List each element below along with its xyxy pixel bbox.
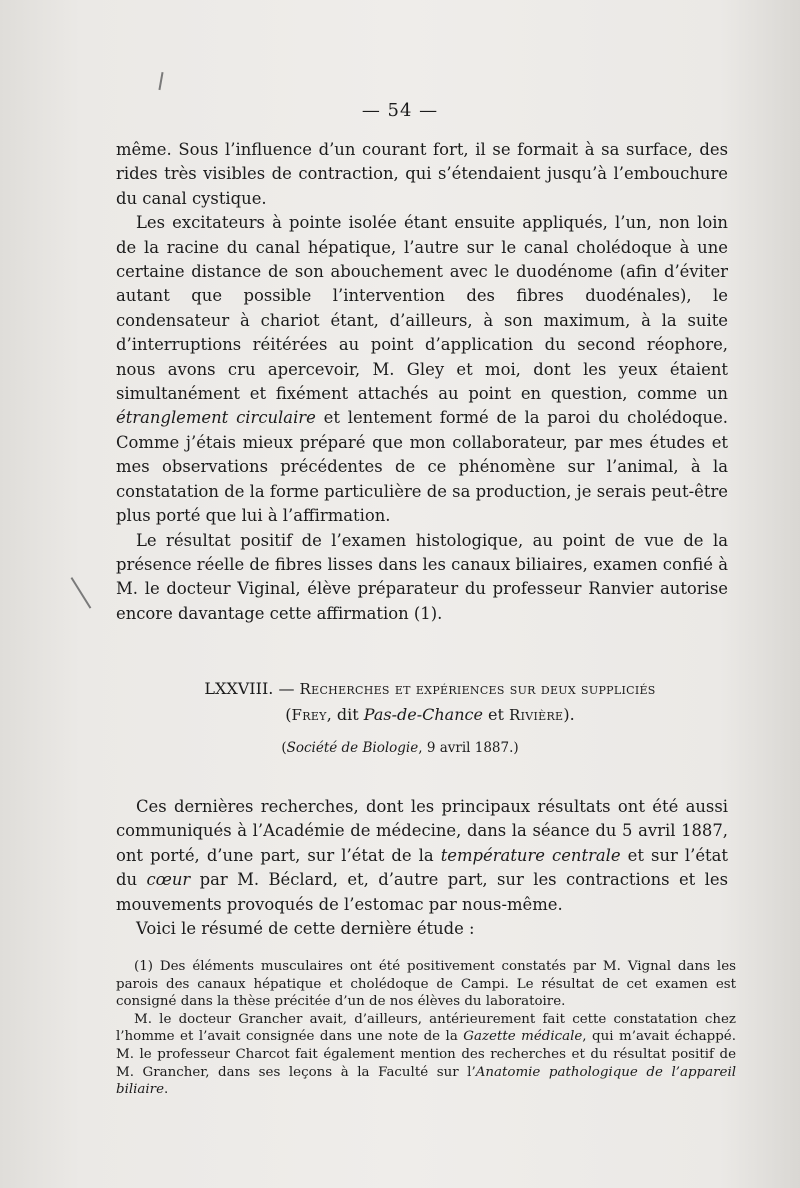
section-title: Recherches et expériences sur deux suppliciés [299, 680, 656, 698]
section-source: (Société de Biologie, 9 avril 1887.) [281, 740, 519, 756]
section-numeral: LXXVIII. — [204, 679, 295, 698]
paragraph: Ces dernières recherches, dont les principaux résultats ont été aussi communiqués à l’Académie de médecine, dans la séance du 5 avril 1887, ont porté, d’une part, sur l’état de la température centrale et sur l’état du cœur par M. Béclard, et, d’autre part, sur les contractions et les mouvements provoqués de l’estomac par nous-même. [116, 797, 728, 914]
main-text-2 [116, 795, 728, 941]
paragraph: même. Sous l’influence d’un courant fort, il se formait à sa surface, des rides très visibles de contraction, qui s’étendaient jusqu’à l’embouchure du canal cystique. [116, 140, 728, 208]
section-heading-line: (Frey, dit Pas-de-Chance et Rivière). [285, 705, 575, 724]
section-heading [140, 676, 720, 728]
page-number: — 54 — [361, 100, 439, 121]
paragraph: Les excitateurs à pointe isolée étant ensuite appliqués, l’un, non loin de la racine du canal hépatique, l’autre sur le canal cholédoque à une certaine distance de son abouchement avec le duodénome (afin d’éviter autant que possible l’intervention des fibres duodénales), le condensateur à chariot étant, d’ailleurs, à son maximum, à la suite d’interruptions réitérées au point d’application du second réophore, nous avons cru apercevoir, M. Gley et moi, dont les yeux étaient simultanément et fixément attachés au point en question, comme un étranglement circulaire et lentement formé de la paroi du cholédoque. Comme j’étais mieux préparé que mon collaborateur, par mes études et mes observations précédentes de ce phénomène sur l’animal, à la constatation de la forme particulière de sa production, je serais peut-être plus porté que lui à l’affirmation. [116, 213, 729, 526]
pencil-mark [71, 577, 91, 608]
footnote: M. le docteur Grancher avait, d’ailleurs, antérieurement fait cette constatation chez l’homme et l’avait consignée dans une note de la Gazette médicale, qui m’avait échappé. M. le professeur Charcot fait également mention des recherches et du résultat positif de M. Grancher, dans ses leçons à la Faculté sur l’Anatomie pathologique de l’appareil biliaire. [116, 1011, 737, 1098]
main-text [116, 138, 728, 626]
section-heading-line [140, 676, 720, 702]
pencil-mark [158, 72, 163, 90]
footnote: (1) Des éléments musculaires ont été positivement constatés par M. Vignal dans les parois des canaux hépatique et cholédoque de Campi. Le résultat de cet examen est consigné dans la thèse précitée d’un de nos élèves du laboratoire. [116, 959, 736, 1010]
footnotes [116, 958, 736, 1099]
paragraph: Le résultat positif de l’examen histologique, au point de vue de la présence réelle de fibres lisses dans les canaux biliaires, examen confié à M. le docteur Viginal, élève préparateur du professeur Ranvier autorise encore davantage cette affirmation (1). [116, 530, 728, 623]
paragraph: Voici le résumé de cette dernière étude : [136, 919, 475, 939]
emphasis: étranglement circulaire [116, 408, 316, 428]
